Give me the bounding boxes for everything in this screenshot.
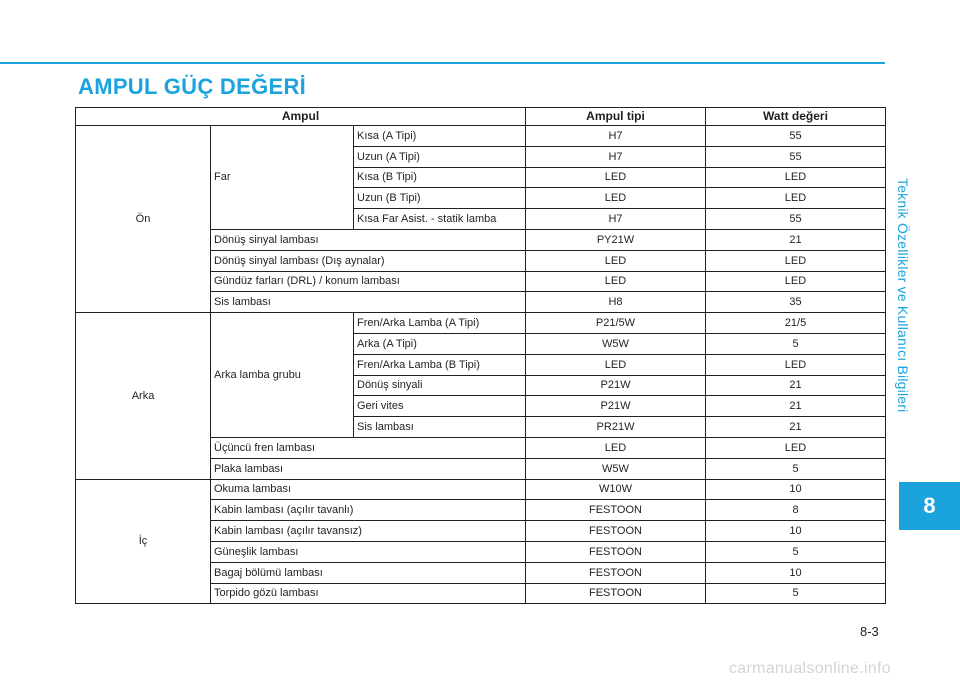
group-label: Ön [76,126,211,313]
header-ampul: Ampul [76,108,526,126]
bulb-watt: LED [706,188,886,209]
bulb-type: PY21W [526,229,706,250]
bulb-name: Kısa (B Tipi) [354,167,526,188]
subgroup-label: Arka lamba grubu [211,313,354,438]
bulb-watt: 10 [706,521,886,542]
bulb-name: Kabin lambası (açılır tavanlı) [211,500,526,521]
bulb-name: Gündüz farları (DRL) / konum lambası [211,271,526,292]
bulb-type: FESTOON [526,562,706,583]
page-number: 8-3 [860,624,879,639]
group-label: İç [76,479,211,604]
bulb-name: Torpido gözü lambası [211,583,526,604]
bulb-watt: 5 [706,333,886,354]
bulb-type: W5W [526,333,706,354]
bulb-name: Sis lambası [211,292,526,313]
top-rule [0,62,885,64]
bulb-watt: 10 [706,562,886,583]
group-label: Arka [76,313,211,479]
bulb-type: W5W [526,458,706,479]
bulb-watt: 5 [706,541,886,562]
bulb-name: Üçüncü fren lambası [211,437,526,458]
bulb-name: Dönüş sinyal lambası (Dış aynalar) [211,250,526,271]
bulb-type: LED [526,250,706,271]
bulb-type: H7 [526,146,706,167]
bulb-watt: LED [706,271,886,292]
bulb-name: Geri vites [354,396,526,417]
bulb-name: Bagaj bölümü lambası [211,562,526,583]
bulb-type: P21W [526,375,706,396]
bulb-type: LED [526,437,706,458]
bulb-type: H7 [526,126,706,147]
bulb-type: H8 [526,292,706,313]
bulb-watt: 5 [706,458,886,479]
bulb-watt: 55 [706,146,886,167]
table-body [76,126,886,604]
bulb-watt: 5 [706,583,886,604]
page-title: AMPUL GÜÇ DEĞERİ [78,74,307,99]
bulb-type: P21W [526,396,706,417]
bulb-type: W10W [526,479,706,500]
watermark: carmanualsonline.info [729,660,891,677]
bulb-type: LED [526,167,706,188]
bulb-name: Arka (A Tipi) [354,333,526,354]
bulb-type: LED [526,354,706,375]
bulb-name: Fren/Arka Lamba (B Tipi) [354,354,526,375]
bulb-watt: 21 [706,396,886,417]
bulb-watt: LED [706,167,886,188]
bulb-type: FESTOON [526,500,706,521]
bulb-spec-table [75,107,886,604]
side-section-label [893,110,913,480]
table-row [76,479,886,500]
bulb-name: Okuma lambası [211,479,526,500]
bulb-type: FESTOON [526,521,706,542]
bulb-watt: 21 [706,229,886,250]
table-row [76,313,886,334]
bulb-name: Plaka lambası [211,458,526,479]
bulb-type: H7 [526,209,706,230]
bulb-name: Kısa Far Asist. - statik lamba [354,209,526,230]
bulb-type: LED [526,188,706,209]
bulb-watt: 21 [706,417,886,438]
table-header-row [76,108,886,126]
bulb-name: Dönüş sinyali [354,375,526,396]
bulb-name: Dönüş sinyal lambası [211,229,526,250]
bulb-type: P21/5W [526,313,706,334]
bulb-name: Uzun (A Tipi) [354,146,526,167]
bulb-name: Kabin lambası (açılır tavansız) [211,521,526,542]
bulb-name: Kısa (A Tipi) [354,126,526,147]
bulb-watt: 10 [706,479,886,500]
bulb-watt: 35 [706,292,886,313]
header-watt: Watt değeri [706,108,886,126]
bulb-watt: 21/5 [706,313,886,334]
table-row [76,126,886,147]
bulb-name: Sis lambası [354,417,526,438]
bulb-name: Fren/Arka Lamba (A Tipi) [354,313,526,334]
bulb-name: Güneşlik lambası [211,541,526,562]
side-section-text: Teknik Özellikler ve Kullanıcı Bilgileri [895,177,911,413]
bulb-type: LED [526,271,706,292]
bulb-watt: 8 [706,500,886,521]
bulb-watt: 21 [706,375,886,396]
subgroup-label: Far [211,126,354,230]
bulb-type: FESTOON [526,583,706,604]
chapter-tab: 8 [899,482,960,530]
header-ampul-tipi: Ampul tipi [526,108,706,126]
bulb-watt: LED [706,250,886,271]
bulb-watt: LED [706,354,886,375]
bulb-watt: 55 [706,126,886,147]
bulb-watt: LED [706,437,886,458]
bulb-type: PR21W [526,417,706,438]
bulb-type: FESTOON [526,541,706,562]
bulb-watt: 55 [706,209,886,230]
bulb-name: Uzun (B Tipi) [354,188,526,209]
